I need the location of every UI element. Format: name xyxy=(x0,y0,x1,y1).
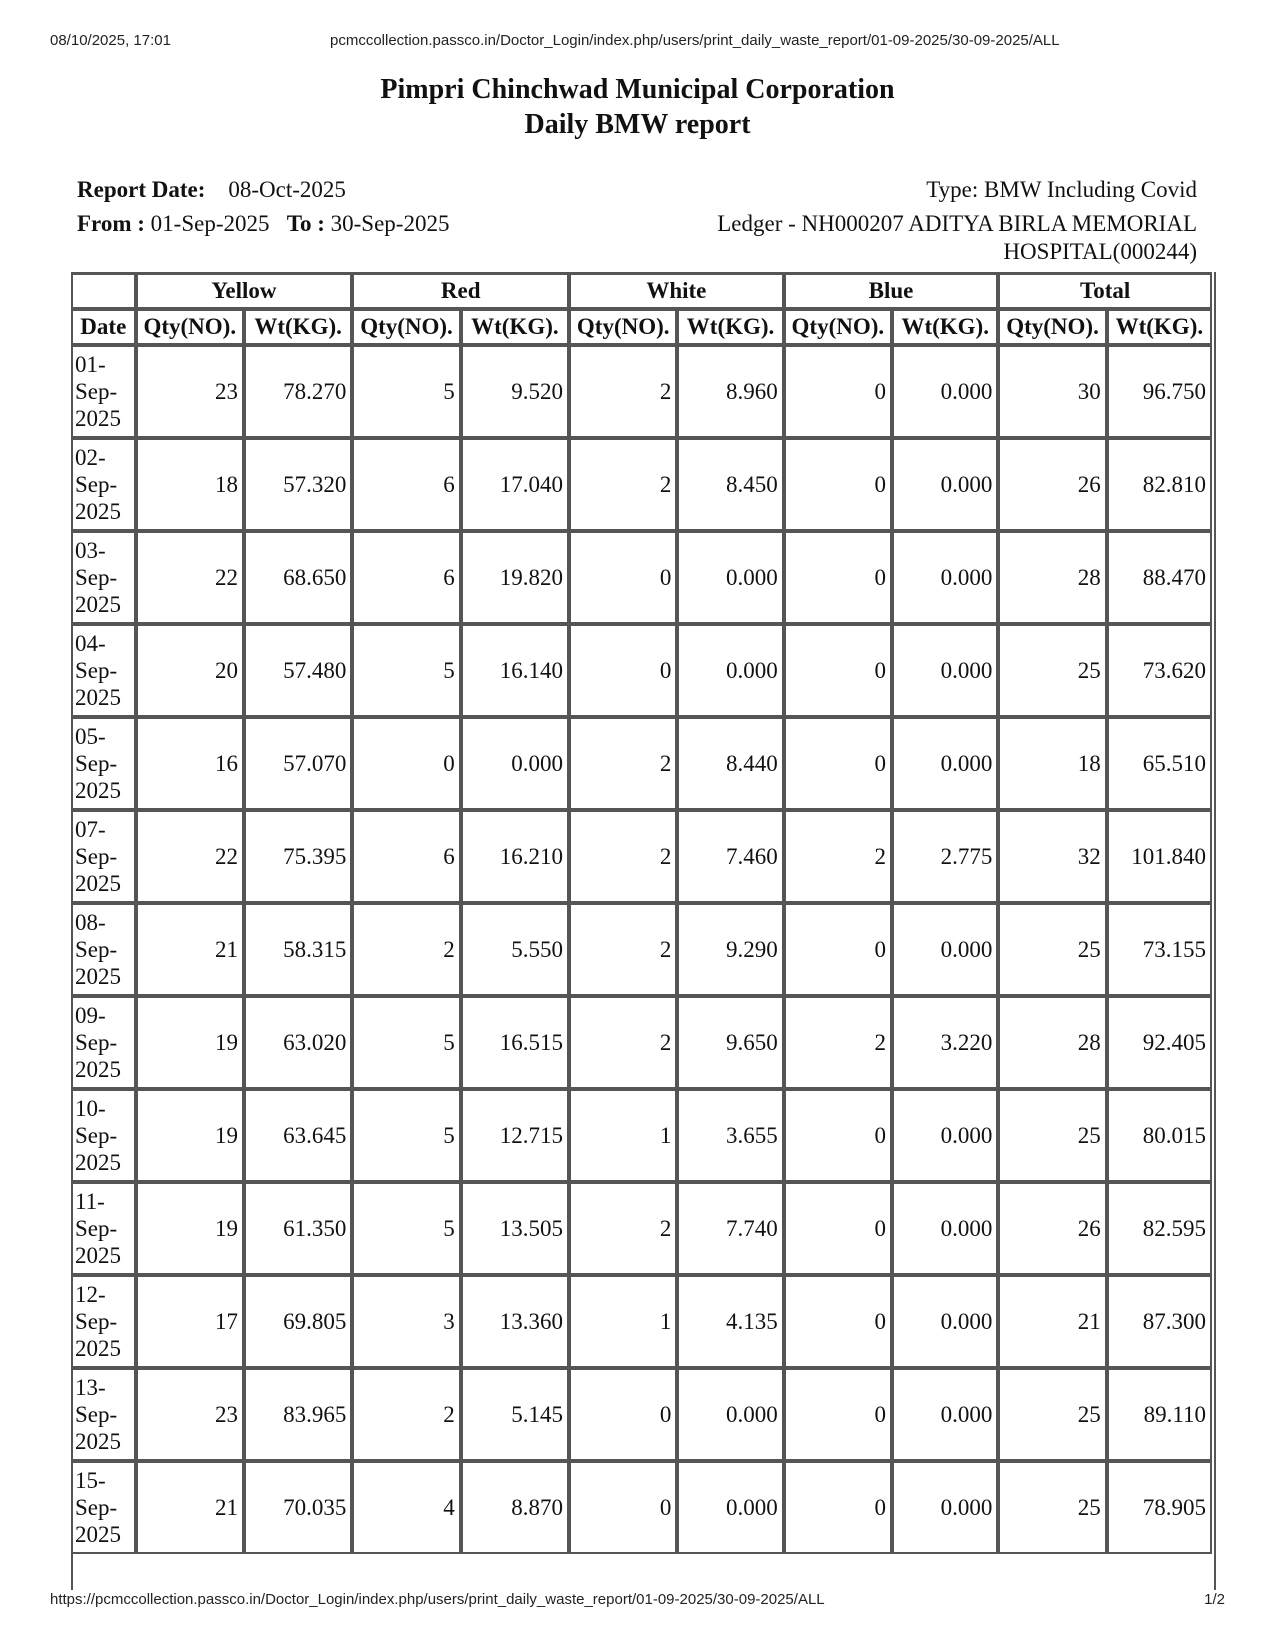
group-header-total: Total xyxy=(998,272,1212,309)
weight-cell: 16.140 xyxy=(461,624,569,717)
date-part: 2025 xyxy=(75,1243,121,1268)
weight-cell: 82.810 xyxy=(1107,438,1212,531)
group-header-yellow: Yellow xyxy=(136,272,353,309)
weight-cell: 7.740 xyxy=(677,1182,783,1275)
weight-cell: 88.470 xyxy=(1107,531,1212,624)
column-header: Wt(KG). xyxy=(892,309,998,345)
weight-cell: 63.645 xyxy=(244,1089,352,1182)
qty-cell: 0 xyxy=(784,1275,892,1368)
table-body xyxy=(71,345,1212,1554)
weight-cell: 8.450 xyxy=(677,438,783,531)
ledger-line2: HOSPITAL(000244) xyxy=(1003,239,1197,264)
column-header: Qty(NO). xyxy=(998,309,1106,345)
qty-cell: 6 xyxy=(352,810,460,903)
qty-cell: 0 xyxy=(569,531,677,624)
weight-cell: 5.550 xyxy=(461,903,569,996)
qty-cell: 20 xyxy=(136,624,244,717)
column-header: Wt(KG). xyxy=(677,309,783,345)
weight-cell: 73.620 xyxy=(1107,624,1212,717)
weight-cell: 0.000 xyxy=(892,717,998,810)
qty-cell: 28 xyxy=(998,996,1106,1089)
column-header: Qty(NO). xyxy=(784,309,892,345)
weight-cell: 13.505 xyxy=(461,1182,569,1275)
qty-cell: 0 xyxy=(569,1368,677,1461)
qty-cell: 19 xyxy=(136,996,244,1089)
date-part: 12- xyxy=(75,1282,106,1307)
date-part: Sep- xyxy=(75,1495,118,1520)
weight-cell: 0.000 xyxy=(461,717,569,810)
qty-cell: 2 xyxy=(569,1182,677,1275)
weight-cell: 0.000 xyxy=(677,1461,783,1554)
table-row xyxy=(71,1461,1212,1554)
weight-cell: 73.155 xyxy=(1107,903,1212,996)
weight-cell: 96.750 xyxy=(1107,345,1212,438)
date-part: Sep- xyxy=(75,1216,118,1241)
weight-cell: 83.965 xyxy=(244,1368,352,1461)
table-row xyxy=(71,1182,1212,1275)
qty-cell: 2 xyxy=(784,996,892,1089)
weight-cell: 5.145 xyxy=(461,1368,569,1461)
date-part: 2025 xyxy=(75,592,121,617)
weight-cell: 8.960 xyxy=(677,345,783,438)
weight-cell: 16.210 xyxy=(461,810,569,903)
qty-cell: 0 xyxy=(569,1461,677,1554)
qty-cell: 2 xyxy=(569,438,677,531)
weight-cell: 0.000 xyxy=(892,1461,998,1554)
qty-cell: 26 xyxy=(998,438,1106,531)
column-header: Qty(NO). xyxy=(569,309,677,345)
ledger-line1: Ledger - NH000207 ADITYA BIRLA MEMORIAL xyxy=(717,211,1197,236)
table-row xyxy=(71,1275,1212,1368)
weight-cell: 16.515 xyxy=(461,996,569,1089)
column-header-row xyxy=(71,309,1212,345)
date-cell xyxy=(71,1089,136,1182)
weight-cell: 12.715 xyxy=(461,1089,569,1182)
date-part: Sep- xyxy=(75,937,118,962)
table-row xyxy=(71,1368,1212,1461)
date-part: Sep- xyxy=(75,565,118,590)
date-cell xyxy=(71,624,136,717)
weight-cell: 19.820 xyxy=(461,531,569,624)
qty-cell: 19 xyxy=(136,1182,244,1275)
weight-cell: 8.440 xyxy=(677,717,783,810)
date-cell xyxy=(71,717,136,810)
print-footer-url: https://pcmccollection.passco.in/Doctor_Login/index.php/users/print_daily_waste_report/01-09-2025/30-09-2025/ALL xyxy=(50,1591,825,1608)
date-part: 09- xyxy=(75,1003,106,1028)
qty-cell: 5 xyxy=(352,1089,460,1182)
date-part: 04- xyxy=(75,631,106,656)
qty-cell: 2 xyxy=(569,810,677,903)
date-part: Sep- xyxy=(75,844,118,869)
date-part: 01- xyxy=(75,352,106,377)
column-header: Wt(KG). xyxy=(461,309,569,345)
print-datetime: 08/10/2025, 17:01 xyxy=(50,32,171,49)
weight-cell: 82.595 xyxy=(1107,1182,1212,1275)
weight-cell: 0.000 xyxy=(892,1275,998,1368)
waste-table-container xyxy=(71,272,1216,1590)
to-value: 30-Sep-2025 xyxy=(330,211,450,236)
qty-cell: 18 xyxy=(136,438,244,531)
qty-cell: 6 xyxy=(352,531,460,624)
weight-cell: 9.650 xyxy=(677,996,783,1089)
weight-cell: 65.510 xyxy=(1107,717,1212,810)
qty-cell: 2 xyxy=(784,810,892,903)
qty-cell: 0 xyxy=(784,438,892,531)
weight-cell: 80.015 xyxy=(1107,1089,1212,1182)
qty-cell: 25 xyxy=(998,903,1106,996)
qty-cell: 25 xyxy=(998,624,1106,717)
weight-cell: 0.000 xyxy=(677,531,783,624)
table-row xyxy=(71,438,1212,531)
table-row xyxy=(71,810,1212,903)
qty-cell: 1 xyxy=(569,1089,677,1182)
date-part: Sep- xyxy=(75,751,118,776)
date-part: 02- xyxy=(75,445,106,470)
qty-cell: 32 xyxy=(998,810,1106,903)
weight-cell: 61.350 xyxy=(244,1182,352,1275)
org-name: Pimpri Chinchwad Municipal Corporation xyxy=(380,74,895,105)
weight-cell: 0.000 xyxy=(892,624,998,717)
date-cell xyxy=(71,1461,136,1554)
date-cell xyxy=(71,1182,136,1275)
qty-cell: 0 xyxy=(784,345,892,438)
date-cell xyxy=(71,438,136,531)
weight-cell: 70.035 xyxy=(244,1461,352,1554)
date-part: 03- xyxy=(75,538,106,563)
date-part: Sep- xyxy=(75,1123,118,1148)
column-header: Wt(KG). xyxy=(244,309,352,345)
qty-cell: 0 xyxy=(352,717,460,810)
weight-cell: 68.650 xyxy=(244,531,352,624)
date-cell xyxy=(71,810,136,903)
date-part: Sep- xyxy=(75,1309,118,1334)
qty-cell: 0 xyxy=(784,1368,892,1461)
qty-cell: 2 xyxy=(569,345,677,438)
qty-cell: 0 xyxy=(784,624,892,717)
weight-cell: 3.220 xyxy=(892,996,998,1089)
date-part: 2025 xyxy=(75,406,121,431)
qty-cell: 22 xyxy=(136,531,244,624)
date-part: 2025 xyxy=(75,685,121,710)
qty-cell: 25 xyxy=(998,1461,1106,1554)
date-part: Sep- xyxy=(75,1402,118,1427)
table-row xyxy=(71,624,1212,717)
to-label: To : xyxy=(286,211,325,236)
weight-cell: 87.300 xyxy=(1107,1275,1212,1368)
qty-cell: 2 xyxy=(352,1368,460,1461)
date-cell xyxy=(71,1275,136,1368)
weight-cell: 0.000 xyxy=(892,438,998,531)
date-part: 08- xyxy=(75,910,106,935)
weight-cell: 78.270 xyxy=(244,345,352,438)
weight-cell: 57.070 xyxy=(244,717,352,810)
date-part: 2025 xyxy=(75,964,121,989)
date-part: 2025 xyxy=(75,778,121,803)
qty-cell: 0 xyxy=(784,531,892,624)
date-part: 2025 xyxy=(75,1150,121,1175)
date-cell xyxy=(71,531,136,624)
qty-cell: 5 xyxy=(352,1182,460,1275)
weight-cell: 0.000 xyxy=(892,1182,998,1275)
date-part: Sep- xyxy=(75,1030,118,1055)
column-header: Wt(KG). xyxy=(1107,309,1212,345)
qty-cell: 21 xyxy=(136,903,244,996)
date-part: 05- xyxy=(75,724,106,749)
qty-cell: 1 xyxy=(569,1275,677,1368)
page-number: 1/2 xyxy=(1204,1591,1225,1608)
weight-cell: 57.480 xyxy=(244,624,352,717)
table-row xyxy=(71,996,1212,1089)
qty-cell: 16 xyxy=(136,717,244,810)
date-part: Sep- xyxy=(75,658,118,683)
qty-cell: 5 xyxy=(352,624,460,717)
date-cell xyxy=(71,1368,136,1461)
qty-cell: 3 xyxy=(352,1275,460,1368)
qty-cell: 30 xyxy=(998,345,1106,438)
group-header-white: White xyxy=(569,272,784,309)
qty-cell: 0 xyxy=(784,1089,892,1182)
group-header-red: Red xyxy=(352,272,569,309)
weight-cell: 101.840 xyxy=(1107,810,1212,903)
date-cell xyxy=(71,345,136,438)
date-part: 15- xyxy=(75,1468,106,1493)
weight-cell: 78.905 xyxy=(1107,1461,1212,1554)
weight-cell: 92.405 xyxy=(1107,996,1212,1089)
weight-cell: 0.000 xyxy=(892,1368,998,1461)
table-row xyxy=(71,1089,1212,1182)
date-part: 11- xyxy=(75,1189,105,1214)
qty-cell: 2 xyxy=(352,903,460,996)
weight-cell: 2.775 xyxy=(892,810,998,903)
qty-cell: 26 xyxy=(998,1182,1106,1275)
weight-cell: 8.870 xyxy=(461,1461,569,1554)
qty-cell: 0 xyxy=(784,1182,892,1275)
waste-table xyxy=(71,272,1212,1554)
qty-cell: 2 xyxy=(569,903,677,996)
group-header-empty xyxy=(71,272,136,309)
weight-cell: 3.655 xyxy=(677,1089,783,1182)
qty-cell: 21 xyxy=(136,1461,244,1554)
weight-cell: 9.290 xyxy=(677,903,783,996)
qty-cell: 23 xyxy=(136,1368,244,1461)
report-date-value: 08-Oct-2025 xyxy=(228,177,346,202)
qty-cell: 17 xyxy=(136,1275,244,1368)
report-meta-left xyxy=(77,176,497,238)
column-header: Qty(NO). xyxy=(352,309,460,345)
group-header-row xyxy=(71,272,1212,309)
table-row xyxy=(71,531,1212,624)
qty-cell: 0 xyxy=(784,717,892,810)
date-part: 07- xyxy=(75,817,106,842)
report-meta-right xyxy=(637,176,1197,266)
column-header: Qty(NO). xyxy=(136,309,244,345)
from-value: 01-Sep-2025 xyxy=(150,211,270,236)
weight-cell: 0.000 xyxy=(892,531,998,624)
weight-cell: 0.000 xyxy=(892,345,998,438)
weight-cell: 9.520 xyxy=(461,345,569,438)
weight-cell: 69.805 xyxy=(244,1275,352,1368)
qty-cell: 28 xyxy=(998,531,1106,624)
weight-cell: 89.110 xyxy=(1107,1368,1212,1461)
date-part: 10- xyxy=(75,1096,106,1121)
qty-cell: 0 xyxy=(784,903,892,996)
column-header-date: Date xyxy=(71,309,136,345)
from-label: From : xyxy=(77,211,145,236)
date-part: Sep- xyxy=(75,472,118,497)
weight-cell: 75.395 xyxy=(244,810,352,903)
date-part: 2025 xyxy=(75,1429,121,1454)
date-part: Sep- xyxy=(75,379,118,404)
weight-cell: 7.460 xyxy=(677,810,783,903)
qty-cell: 25 xyxy=(998,1368,1106,1461)
report-name: Daily BMW report xyxy=(524,109,751,140)
qty-cell: 22 xyxy=(136,810,244,903)
qty-cell: 5 xyxy=(352,996,460,1089)
weight-cell: 63.020 xyxy=(244,996,352,1089)
date-cell xyxy=(71,996,136,1089)
table-row xyxy=(71,903,1212,996)
weight-cell: 57.320 xyxy=(244,438,352,531)
report-title xyxy=(0,72,1275,142)
report-type: Type: BMW Including Covid xyxy=(926,177,1197,202)
weight-cell: 58.315 xyxy=(244,903,352,996)
qty-cell: 21 xyxy=(998,1275,1106,1368)
weight-cell: 4.135 xyxy=(677,1275,783,1368)
qty-cell: 19 xyxy=(136,1089,244,1182)
qty-cell: 2 xyxy=(569,996,677,1089)
qty-cell: 6 xyxy=(352,438,460,531)
date-part: 2025 xyxy=(75,1057,121,1082)
weight-cell: 0.000 xyxy=(677,1368,783,1461)
weight-cell: 0.000 xyxy=(892,1089,998,1182)
qty-cell: 2 xyxy=(569,717,677,810)
print-header-url: pcmccollection.passco.in/Doctor_Login/index.php/users/print_daily_waste_report/01-09-2025/30-09-2025/ALL xyxy=(330,32,1060,49)
date-cell xyxy=(71,903,136,996)
qty-cell: 0 xyxy=(569,624,677,717)
date-part: 13- xyxy=(75,1375,106,1400)
qty-cell: 23 xyxy=(136,345,244,438)
qty-cell: 18 xyxy=(998,717,1106,810)
weight-cell: 0.000 xyxy=(892,903,998,996)
date-part: 2025 xyxy=(75,1336,121,1361)
date-part: 2025 xyxy=(75,499,121,524)
table-row xyxy=(71,345,1212,438)
qty-cell: 5 xyxy=(352,345,460,438)
weight-cell: 17.040 xyxy=(461,438,569,531)
weight-cell: 13.360 xyxy=(461,1275,569,1368)
group-header-blue: Blue xyxy=(784,272,999,309)
qty-cell: 0 xyxy=(784,1461,892,1554)
weight-cell: 0.000 xyxy=(677,624,783,717)
date-part: 2025 xyxy=(75,871,121,896)
date-part: 2025 xyxy=(75,1522,121,1547)
table-row xyxy=(71,717,1212,810)
qty-cell: 4 xyxy=(352,1461,460,1554)
report-date-label: Report Date: xyxy=(77,177,206,202)
qty-cell: 25 xyxy=(998,1089,1106,1182)
